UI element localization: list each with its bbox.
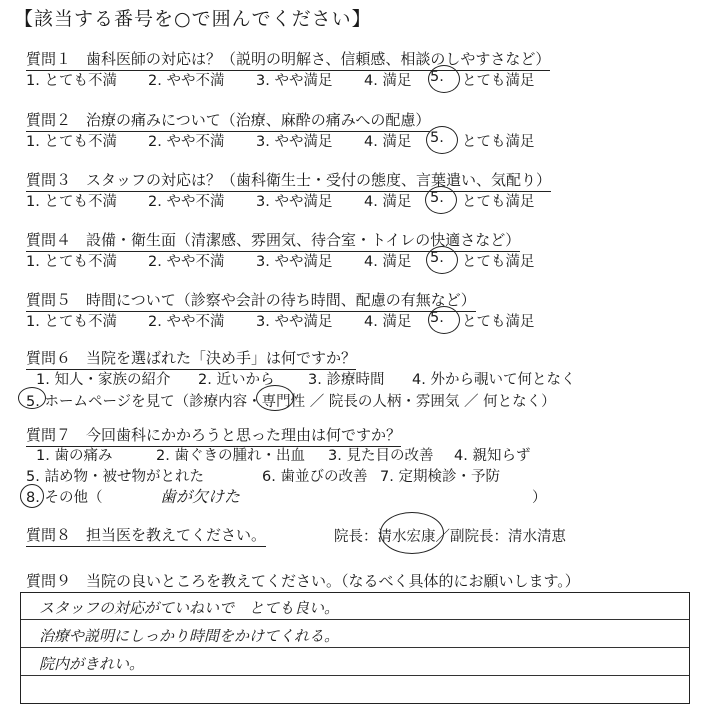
q4-option-5-label: とても満足 xyxy=(462,254,535,270)
q3-option-1: 1. とても不満 xyxy=(26,194,117,210)
q6-option-5: 5. ホームページを見て（診療内容・専門性 ／ 院長の人柄・雰囲気 ／ 何となく） xyxy=(26,394,556,410)
q1-option-4: 4. 満足 xyxy=(364,73,412,89)
comment-line-1: スタッフの対応がていねいで とても良い。 xyxy=(39,599,340,617)
q5-option-1: 1. とても不満 xyxy=(26,314,117,330)
q7-option-8: 8. その他（ xyxy=(26,490,103,506)
q7-option-3: 3. 見た目の改善 xyxy=(328,448,434,464)
answer-circle xyxy=(380,512,444,554)
q4-option-3: 3. やや満足 xyxy=(256,254,333,270)
q6-option-2: 2. 近いから xyxy=(198,372,275,388)
q3-option-3: 3. やや満足 xyxy=(256,194,333,210)
q2-option-5-label: とても満足 xyxy=(462,134,535,150)
q1-option-5: 5. xyxy=(430,69,444,85)
comment-box xyxy=(20,592,690,704)
q4-option-4: 4. 満足 xyxy=(364,254,412,270)
q2-option-5: 5. xyxy=(430,130,444,146)
q5-option-3: 3. やや満足 xyxy=(256,314,333,330)
q1-option-1: 1. とても不満 xyxy=(26,73,117,89)
q7-option-8-close: ） xyxy=(532,490,547,506)
q5-option-5: 5. xyxy=(430,310,444,326)
q8-doctors: 院長：清水宏康／副院長：清水清恵 xyxy=(334,529,566,545)
answer-circle xyxy=(428,65,460,93)
question-6-label: 質問６ 当院を選ばれた「決め手」は何ですか？ xyxy=(26,347,356,370)
q5-option-4: 4. 満足 xyxy=(364,314,412,330)
answer-circle xyxy=(426,246,458,274)
q5-option-2: 2. やや不満 xyxy=(148,314,225,330)
q4-option-1: 1. とても不満 xyxy=(26,254,117,270)
q2-option-3: 3. やや満足 xyxy=(256,134,333,150)
q4-option-2: 2. やや不満 xyxy=(148,254,225,270)
q7-option-4: 4. 親知らず xyxy=(454,448,531,464)
question-5-label: 質問５ 時間について（診察や会計の待ち時間、配慮の有無など） xyxy=(26,289,476,312)
question-4-label: 質問４ 設備・衛生面（清潔感、雰囲気、待合室・トイレの快適さなど） xyxy=(26,229,520,252)
q1-option-2: 2. やや不満 xyxy=(148,73,225,89)
question-1-label: 質問１ 歯科医師の対応は？（説明の明解さ、信頼感、相談のしやすさなど） xyxy=(26,48,550,71)
question-3-label: 質問３ スタッフの対応は？（歯科衛生士・受付の態度、言葉遣い、気配り） xyxy=(26,169,551,192)
q6-option-3: 3. 診療時間 xyxy=(308,372,385,388)
q7-option-1: 1. 歯の痛み xyxy=(36,448,113,464)
q6-option-1: 1. 知人・家族の紹介 xyxy=(36,372,171,388)
page-title: 【該当する番号を○で囲んでください】 xyxy=(14,8,372,30)
q7-option-5: 5. 詰め物・被せ物がとれた xyxy=(26,469,204,485)
answer-circle xyxy=(425,186,457,214)
comment-line-2: 治療や説明にしっかり時間をかけてくれる。 xyxy=(39,627,340,645)
q2-option-4: 4. 満足 xyxy=(364,134,412,150)
q7-option-2: 2. 歯ぐきの腫れ・出血 xyxy=(156,448,305,464)
q3-option-4: 4. 満足 xyxy=(364,194,412,210)
q7-option-6: 6. 歯並びの改善 xyxy=(262,469,368,485)
answer-circle xyxy=(18,387,46,409)
q5-option-5-label: とても満足 xyxy=(462,314,535,330)
q2-option-1: 1. とても不満 xyxy=(26,134,117,150)
answer-circle xyxy=(426,126,458,154)
q6-option-4: 4. 外から覗いて何となく xyxy=(412,372,576,388)
q4-option-5: 5. xyxy=(430,250,444,266)
q3-option-5-label: とても満足 xyxy=(462,194,535,210)
q7-handwritten-answer: 歯が欠けた xyxy=(160,487,241,506)
answer-circle xyxy=(428,306,460,334)
question-2-label: 質問２ 治療の痛みについて（治療、麻酔の痛みへの配慮） xyxy=(26,109,430,132)
q3-option-2: 2. やや不満 xyxy=(148,194,225,210)
question-9-label: 質問９ 当院の良いところを教えてください。（なるべく具体的にお願いします。） xyxy=(26,570,580,593)
q7-option-7: 7. 定期検診・予防 xyxy=(380,469,500,485)
answer-circle xyxy=(256,385,294,411)
question-8-label: 質問８ 担当医を教えてください。 xyxy=(26,524,266,547)
question-7-label: 質問７ 今回歯科にかかろうと思った理由は何ですか？ xyxy=(26,424,401,447)
q2-option-2: 2. やや不満 xyxy=(148,134,225,150)
q1-option-5-label: とても満足 xyxy=(462,73,535,89)
q1-option-3: 3. やや満足 xyxy=(256,73,333,89)
q3-option-5: 5. xyxy=(430,190,444,206)
answer-circle xyxy=(20,484,44,508)
comment-line-3: 院内がきれい。 xyxy=(39,655,145,673)
